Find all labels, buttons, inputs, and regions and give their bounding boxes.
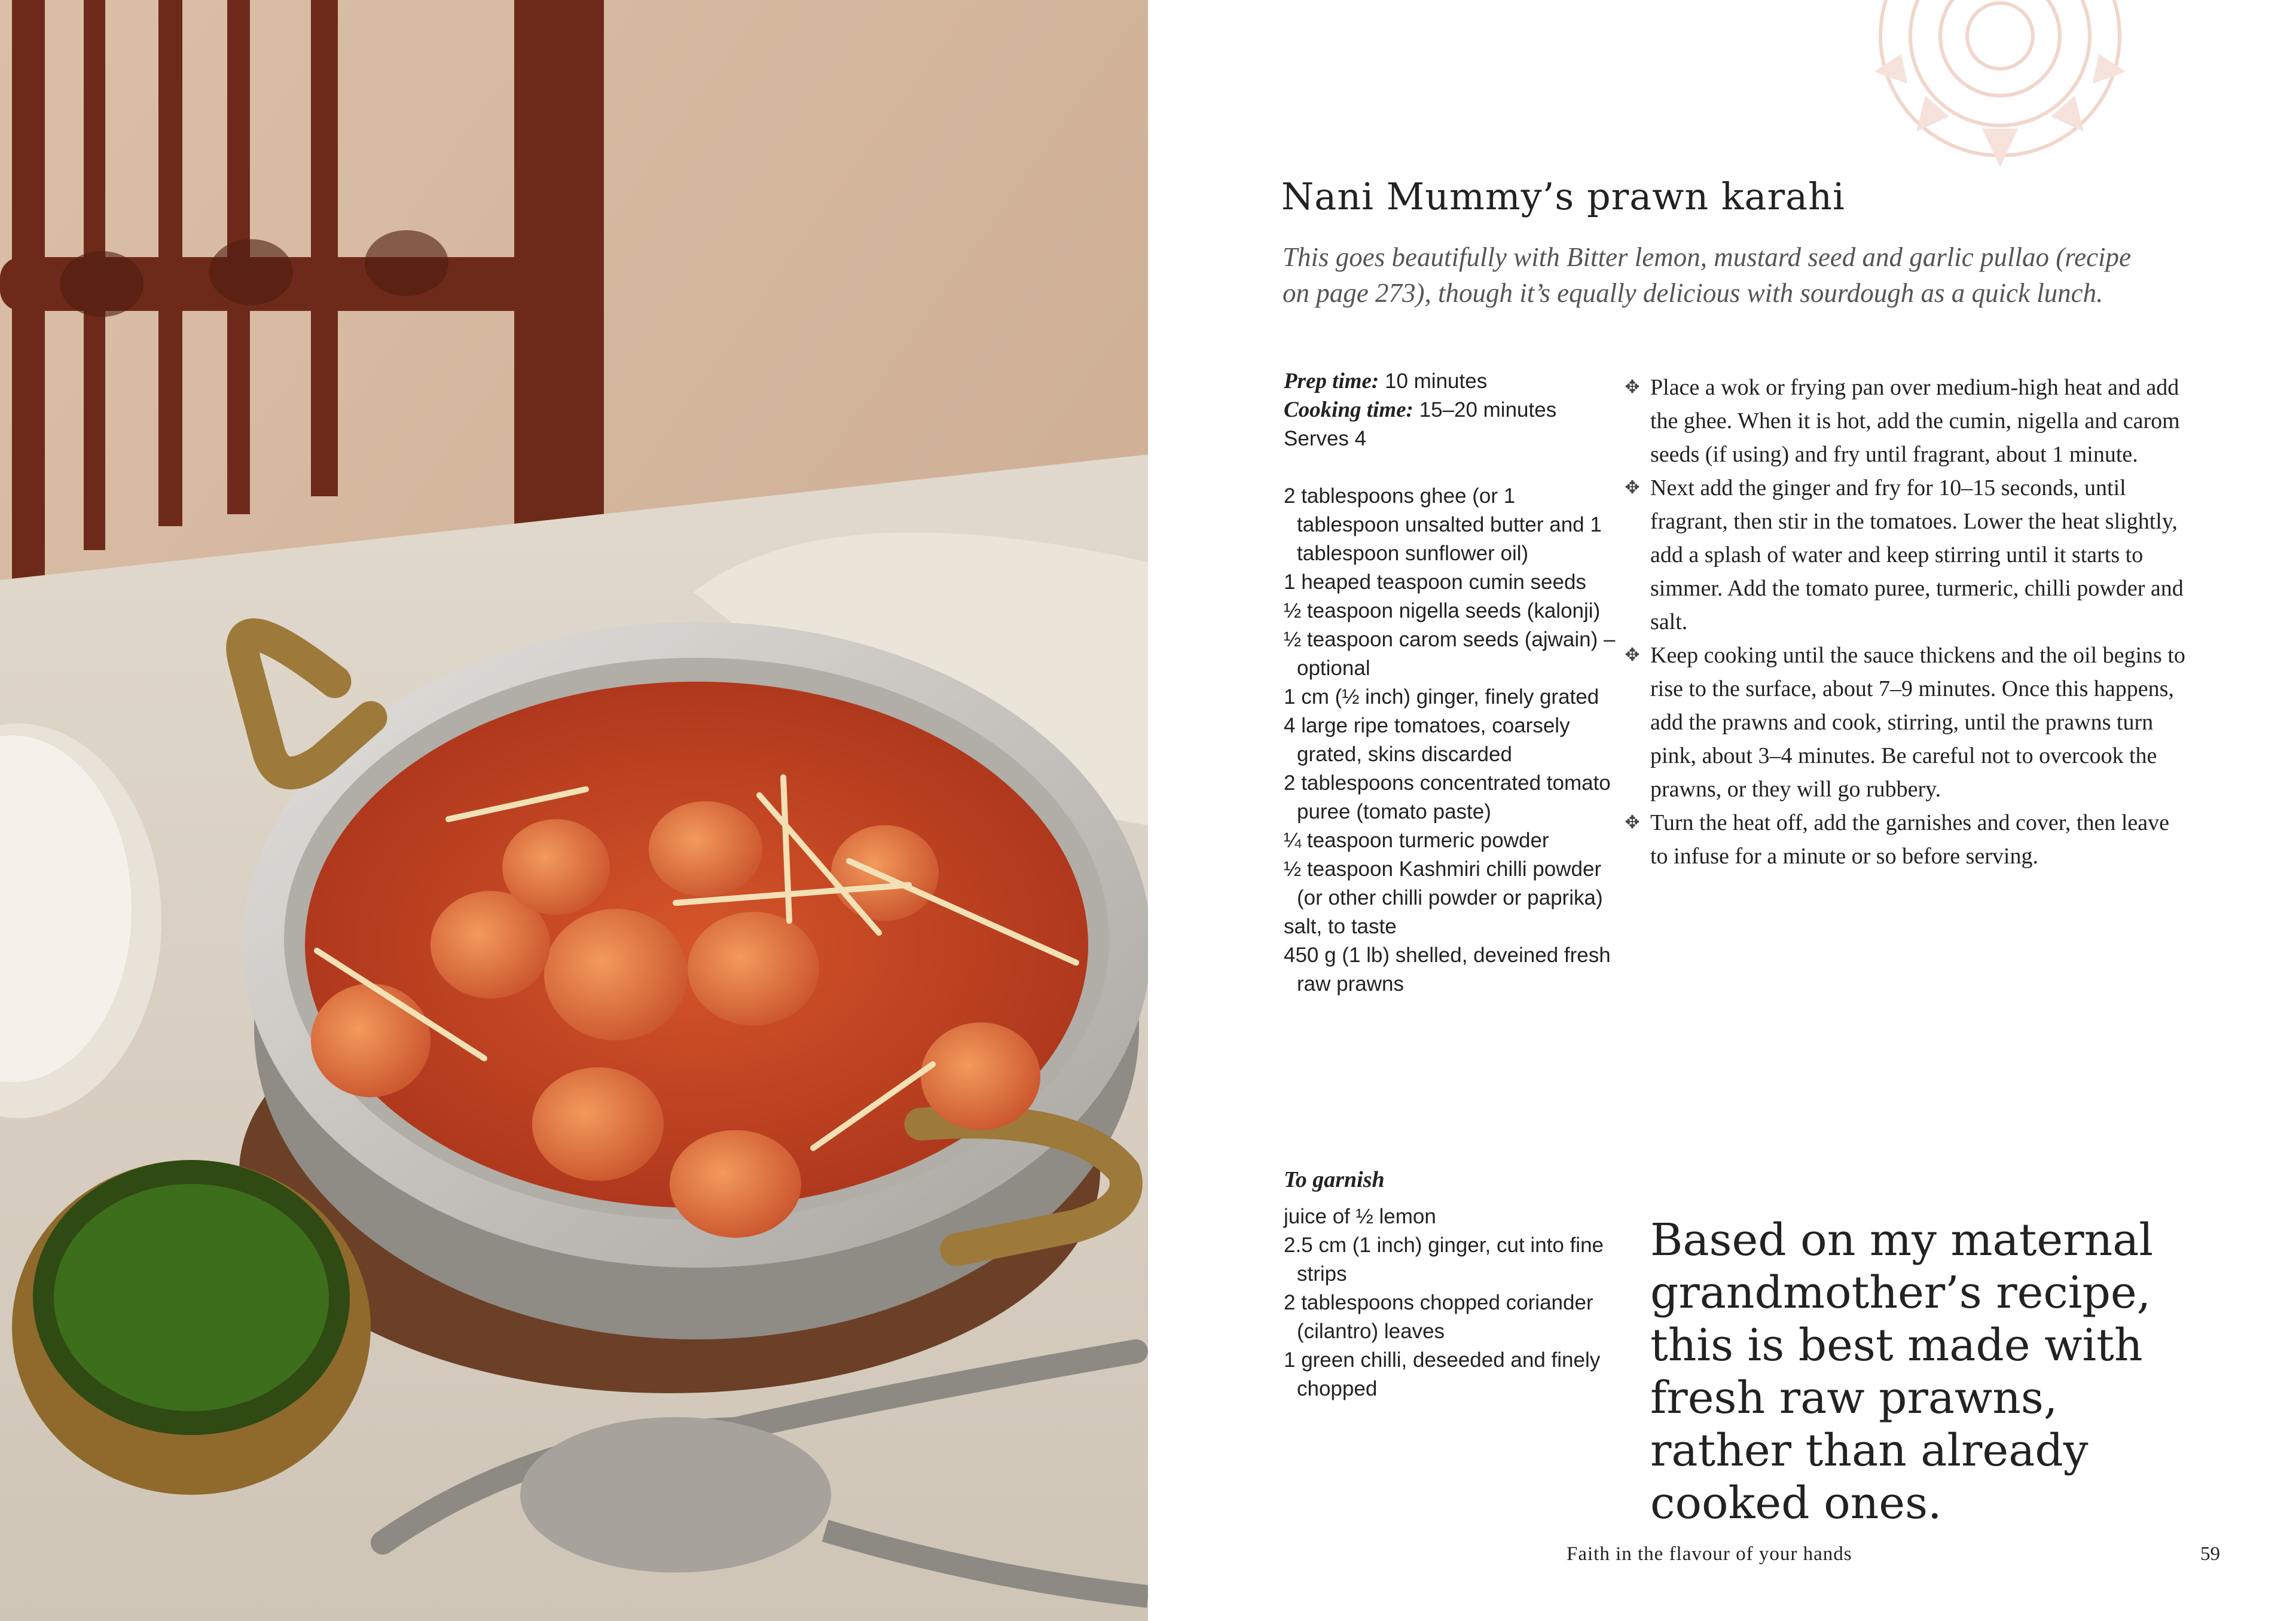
method-step — [1620, 806, 2188, 873]
garnish-item: 2.5 cm (1 inch) ginger, cut into fine strips — [1284, 1234, 1604, 1286]
ingredient-list — [1284, 482, 1619, 999]
recipe-meta — [1284, 367, 1619, 453]
ingredient-item: ½ teaspoon nigella seeds (kalonji) — [1284, 599, 1601, 622]
recipe-intro: This goes beautifully with Bitter lemon, mustard seed and garlic pullao (recipe on page 273), though it’s equally delicious with sourdough as a quick lunch. — [1283, 242, 2132, 308]
ingredient-item: ½ teaspoon carom seeds (ajwain) – optional — [1284, 628, 1616, 680]
garnish-heading: To garnish — [1284, 1167, 1385, 1192]
ornament-bullet-icon: ✥ — [1625, 645, 1640, 666]
recipe-page — [1148, 0, 2296, 1621]
cooking-time-label: Cooking time: — [1284, 398, 1413, 422]
running-footer-title: Faith in the flavour of your hands — [1567, 1543, 1852, 1565]
ingredient-item: ¼ teaspoon turmeric powder — [1284, 829, 1549, 852]
recipe-title: Nani Mummy’s prawn karahi — [1281, 175, 1845, 218]
ingredient-item: 1 cm (½ inch) ginger, finely grated — [1284, 685, 1599, 709]
method-steps — [1620, 371, 2188, 873]
prep-time — [1284, 367, 1619, 396]
ingredient-item: 4 large ripe tomatoes, coarsely grated, skins discarded — [1284, 714, 1570, 766]
garnish-item: 2 tablespoons chopped coriander (cilantro) leaves — [1284, 1291, 1593, 1343]
ingredient-item: 1 heaped teaspoon cumin seeds — [1284, 570, 1586, 594]
ornament-bullet-icon: ✥ — [1625, 377, 1640, 398]
garnish-item: juice of ½ lemon — [1284, 1205, 1436, 1228]
mandala-ornament — [1860, 0, 2141, 173]
ornament-bullet-icon: ✥ — [1625, 812, 1640, 833]
method-step-text: Keep cooking until the sauce thickens and the oil begins to rise to the surface, about 7–9 minutes. Once this happens, add the prawns and cook, stirring, until the prawns turn pink, about 3–4 minutes. Be careful not to overcook the prawns, or they will go rubbery. — [1650, 643, 2185, 802]
ingredient-item: salt, to taste — [1284, 915, 1397, 938]
ornament-bullet-icon: ✥ — [1625, 477, 1640, 498]
method-step — [1620, 471, 2188, 639]
cooking-time — [1284, 396, 1619, 425]
ingredient-item: ½ teaspoon Kashmiri chilli powder (or other chilli powder or paprika) — [1284, 857, 1603, 909]
method-step-text: Next add the ginger and fry for 10–15 seconds, until fragrant, then stir in the tomatoes. Lower the heat slightly, add a splash of water and keep stirring until it starts to simmer. Add the tomato puree, turmeric, chilli powder and salt. — [1650, 475, 2184, 634]
prep-time-label: Prep time: — [1284, 369, 1379, 393]
method-step — [1620, 639, 2188, 806]
cooking-time-value: 15–20 minutes — [1413, 398, 1557, 422]
garnish-item: 1 green chilli, deseeded and finely chopped — [1284, 1348, 1601, 1400]
method-step-text: Place a wok or frying pan over medium-high heat and add the ghee. When it is hot, add the cumin, nigella and carom seeds (if using) and fry until fragrant, about 1 minute. — [1650, 375, 2180, 467]
method-step-text: Turn the heat off, add the garnishes and cover, then leave to infuse for a minute or so before serving. — [1650, 810, 2169, 869]
serves: Serves 4 — [1284, 427, 1367, 450]
page-number: 59 — [2200, 1543, 2220, 1565]
method-step — [1620, 371, 2188, 471]
prep-time-value: 10 minutes — [1379, 370, 1488, 393]
ingredient-item: 2 tablespoons concentrated tomato puree (tomato paste) — [1284, 771, 1611, 823]
ingredient-item: 2 tablespoons ghee (or 1 tablespoon unsalted butter and 1 tablespoon sunflower oil) — [1284, 484, 1602, 565]
garnish-list — [1284, 1202, 1619, 1403]
pull-quote: Based on my maternal grandmother’s recipe, this is best made with fresh raw prawns, rather than already cooked ones. — [1650, 1214, 2154, 1529]
ingredient-item: 450 g (1 lb) shelled, deveined fresh raw prawns — [1284, 944, 1611, 996]
